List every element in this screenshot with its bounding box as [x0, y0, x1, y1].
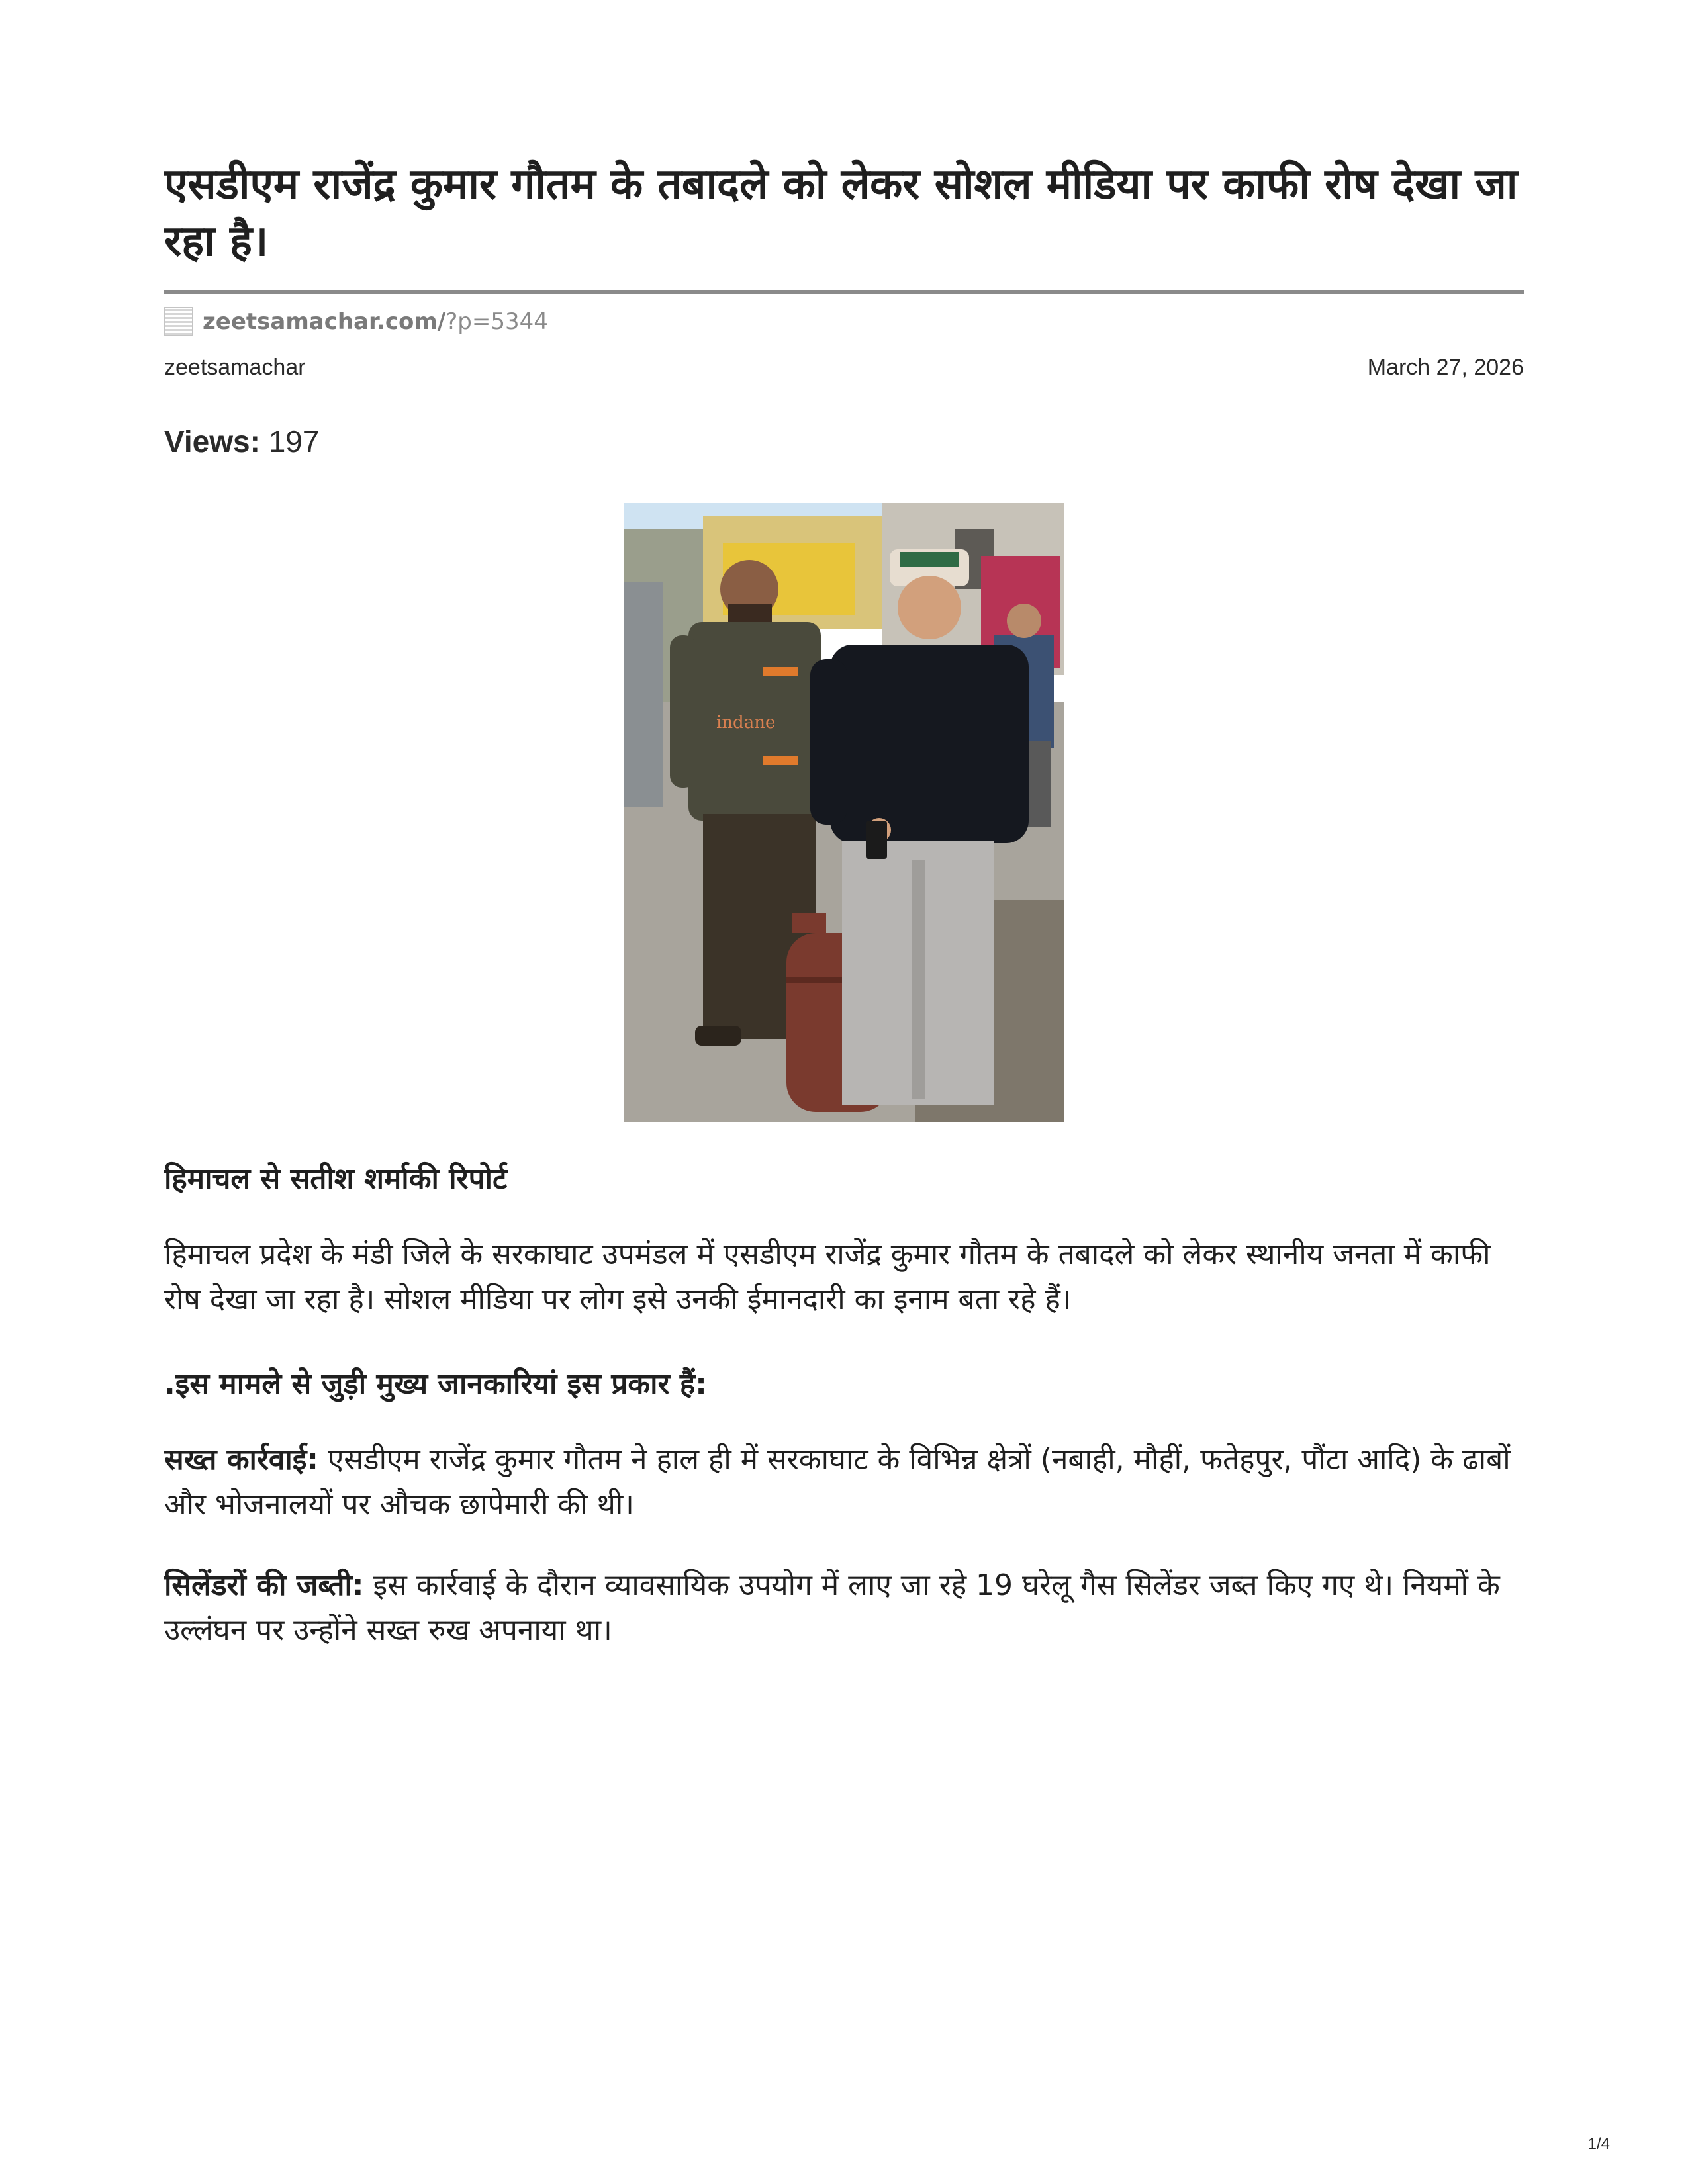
reporter-line: हिमाचल से सतीश शर्माकी रिपोर्ट: [164, 1162, 508, 1196]
article-title: एसडीएम राजेंद्र कुमार गौतम के तबादले को लेकर सोशल मीडिया पर काफी रोष देखा जा रहा है।: [164, 160, 1518, 266]
views-counter: [164, 424, 319, 459]
views-count: 197: [268, 424, 320, 459]
paragraph-intro: हिमाचल प्रदेश के मंडी जिले के सरकाघाट उपमंडल में एसडीएम राजेंद्र कुमार गौतम के तबादले को लेकर स्थानीय जनता में काफी रोष देखा जा रहा है। सोशल मीडिया पर लोग इसे उनकी ईमानदारी का इनाम बता रहे हैं।: [164, 1238, 1491, 1316]
key-points-heading: .इस मामले से जुड़ी मुख्य जानकारियां इस प्रकार हैं:: [164, 1367, 707, 1401]
point-strict-action-text: एसडीएम राजेंद्र कुमार गौतम ने हाल ही में सरकाघाट के विभिन्न क्षेत्रों (नबाही, मौहीं, फतेहपुर, पौंटा आदि) के ढाबों और भोजनालयों पर औचक छापेमारी की थी।: [164, 1443, 1511, 1522]
point-strict-action: [164, 1437, 1524, 1527]
source-domain[interactable]: zeetsamachar.com/: [203, 308, 446, 335]
title-divider: [164, 290, 1524, 294]
point-strict-action-label: सख्त कार्रवाई:: [164, 1443, 318, 1477]
source-link[interactable]: [164, 306, 548, 338]
point-cylinder-seizure: [164, 1563, 1524, 1653]
article-meta: [164, 355, 1524, 381]
photo-illustration: [624, 503, 1064, 1122]
point-cylinder-seizure-text: इस कार्रवाई के दौरान व्यावसायिक उपयोग में लाए जा रहे 19 घरेलू गैस सिलेंडर जब्त किए गए थे। नियमों के उल्लंघन पर उन्होंने सख्त रुख अपनाया था।: [164, 1569, 1500, 1647]
article-photo: [624, 503, 1064, 1122]
page-number: 1/4: [1587, 2135, 1610, 2153]
site-favicon-icon: [164, 307, 193, 336]
views-label: Views:: [164, 424, 260, 459]
author-name: zeetsamachar: [164, 355, 306, 380]
indane-vest-text: indane: [716, 713, 776, 733]
source-query[interactable]: ?p=5344: [445, 308, 548, 335]
publish-date: March 27, 2026: [1367, 355, 1524, 380]
point-cylinder-seizure-label: सिलेंडरों की जब्ती:: [164, 1569, 364, 1602]
